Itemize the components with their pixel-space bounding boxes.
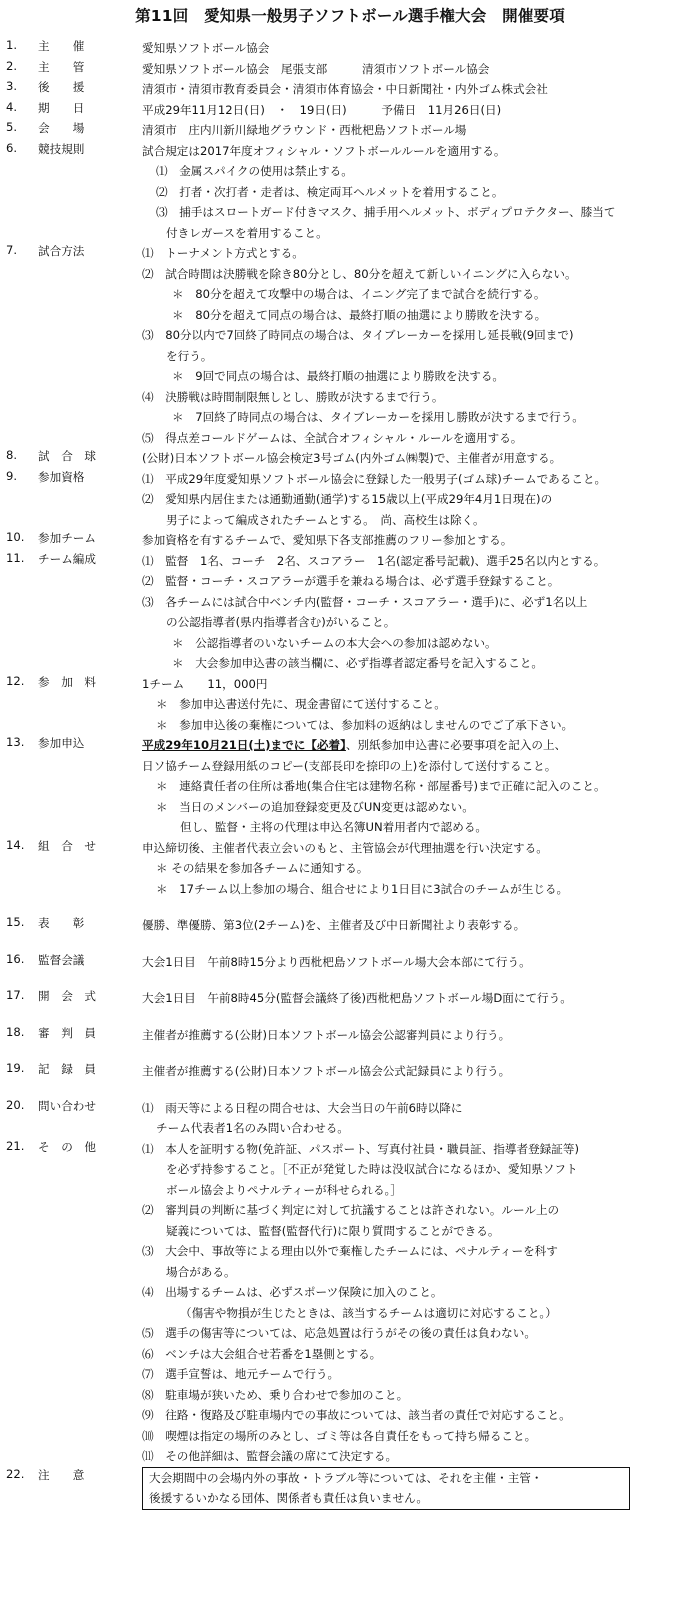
section-label: 主 催: [38, 39, 85, 53]
section-content: [142, 243, 690, 448]
section-label: チーム編成: [38, 551, 96, 566]
content-line: ＊ 参加申込後の棄権については、参加料の返納はしませんのでご了承下さい。: [156, 717, 574, 732]
content-line: を必ず持参すること。［不正が発覚した時は没収試合になるほか、愛知県ソフト: [166, 1162, 578, 1176]
content-line: ＊ 80分を超えて同点の場合は、最終打順の抽選により勝敗を決する。: [172, 307, 547, 322]
section-label: 参加資格: [38, 469, 85, 484]
section-1: [0, 38, 700, 59]
section-20: [0, 1098, 700, 1139]
content-line: ⑴ 金属スパイクの使用は禁止する。: [156, 164, 353, 178]
section-number: 10.: [6, 530, 25, 544]
content-line: 但し、監督・主将の代理は申込名簿UN着用者内で認める。: [180, 820, 488, 834]
content-line: 清須市 庄内川新川緑地グラウンド・西枇杷島ソフトボール場: [142, 123, 467, 137]
section-content: [142, 141, 690, 244]
section-8: [0, 448, 700, 469]
content-line: チーム代表者1名のみ問い合わせる。: [156, 1121, 349, 1135]
section-label: 期 日: [38, 100, 85, 115]
content-line: 大会1日目 午前8時15分より西枇杷島ソフトボール場大会本部にて行う。: [142, 954, 531, 969]
content-line: 主催者が推薦する(公財)日本ソフトボール協会公認審判員により行う。: [142, 1027, 511, 1042]
section-16: [0, 952, 700, 973]
content-line: ⑾ その他詳細は、監督会議の席にて決定する。: [142, 1449, 398, 1463]
section-5: [0, 120, 700, 141]
content-line: 平成29年11月12日(日) ・ 19日(日) 予備日 11月26日(日): [142, 102, 502, 117]
section-number: 17.: [6, 988, 25, 1002]
content-line: 大会1日目 午前8時45分(監督会議終了後)西枇杷島ソフトボール場D面にて行う。: [142, 991, 572, 1005]
section-number: 18.: [6, 1024, 25, 1039]
section-label: 組 合 せ: [38, 838, 96, 853]
section-label: 開 会 式: [38, 989, 96, 1003]
content-line: 場合がある。: [166, 1264, 236, 1279]
section-content: [142, 38, 690, 59]
line-text: 、別紙参加申込書に必要事項を記入の上、: [345, 738, 567, 752]
content-line: ⑺ 選手宣誓は、地元チームで行う。: [142, 1367, 340, 1381]
content-line: [142, 735, 690, 756]
content-line: 男子によって編成されたチームとする。 尚、高校生は除く。: [166, 512, 485, 527]
content-line: 疑義については、監督(監督代行)に限り質問することができる。: [166, 1223, 500, 1238]
section-18: [0, 1025, 700, 1046]
section-content: [142, 674, 690, 736]
content-line: ⑽ 喫煙は指定の場所のみとし、ゴミ等は各自責任をもって持ち帰ること。: [142, 1428, 537, 1443]
content-line: ＊ 連絡責任者の住所は番地(集合住宅は建物名称・部屋番号)まで正確に記入のこと。: [156, 779, 606, 793]
content-line: ⑹ ベンチは大会組合せ若番を1塁側とする。: [142, 1346, 382, 1361]
section-3: [0, 79, 700, 100]
section-number: 9.: [6, 468, 18, 483]
section-number: 4.: [6, 99, 18, 114]
section-label: 主 管: [38, 59, 85, 74]
section-content: [142, 952, 690, 973]
section-number: 13.: [6, 735, 25, 749]
section-15: [0, 915, 700, 936]
content-line: ⑶ 捕手はスロートガード付きマスク、捕手用ヘルメット、ボディプロテクター、膝当て: [156, 205, 616, 219]
content-line: 日ソ協チーム登録用紙のコピー(支部長印を捺印の上)を添付して送付すること。: [142, 758, 557, 773]
section-content: [142, 915, 690, 936]
section-content: [142, 469, 690, 531]
section-12: [0, 674, 700, 736]
section-content: [142, 838, 690, 900]
content-line: ⑴ 本人を証明する物(免許証、パスポート、写真付社員・職員証、指導者登録証等): [142, 1141, 579, 1156]
section-label: 参加申込: [38, 736, 85, 750]
content-line: ⑴ 監督 1名、コーチ 2名、スコアラー 1名(認定番号記載)、選手25名以内とする。: [142, 553, 606, 568]
content-line: ⑷ 出場するチームは、必ずスポーツ保険に加入のこと。: [142, 1285, 443, 1299]
section-label: 注 意: [38, 1467, 85, 1482]
section-label: 表 彰: [38, 916, 85, 930]
section-number: 8.: [6, 448, 18, 462]
section-21: [0, 1139, 700, 1467]
notice-box: [142, 1467, 630, 1510]
content-line: 優勝、準優勝、第3位(2チーム)を、主催者及び中日新聞社より表彰する。: [142, 918, 526, 932]
section-label: 競技規則: [38, 141, 85, 156]
content-line: を行う。: [166, 348, 213, 363]
content-line: ＊ 9回で同点の場合は、最終打順の抽選により勝敗を決する。: [172, 369, 505, 383]
section-17: [0, 988, 700, 1009]
section-content: [142, 988, 690, 1009]
content-line: ⑶ 80分以内で7回終了時同点の場合は、タイブレーカーを採用し延長戦(9回まで): [142, 328, 574, 342]
section-content: [142, 100, 690, 121]
document-title: 第11回 愛知県一般男子ソフトボール選手権大会 開催要項: [135, 7, 565, 25]
content-line: 後援するいかなる団体、関係者も責任は負いません。: [149, 1491, 428, 1505]
content-line: ⑵ 打者・次打者・走者は、検定両耳ヘルメットを着用すること。: [156, 184, 504, 199]
section-number: 6.: [6, 140, 18, 155]
section-14: [0, 838, 700, 900]
section-19: [0, 1061, 700, 1082]
section-number: 20.: [6, 1097, 25, 1112]
section-10: [0, 530, 700, 551]
deadline-emphasis: 平成29年10月21日(土)までに【必着】: [142, 738, 346, 752]
content-line: ＊ その結果を参加各チームに通知する。: [156, 861, 369, 875]
section-content: [142, 735, 690, 838]
section-22: [0, 1467, 700, 1510]
section-6: [0, 141, 700, 244]
section-content: [142, 1025, 690, 1046]
content-line: ⑴ 平成29年度愛知県ソフトボール協会に登録した一般男子(ゴム球)チームであること。: [142, 471, 607, 486]
content-line: ＊ 17チーム以上参加の場合、組合せにより1日目に3試合のチームが生じる。: [156, 881, 569, 896]
content-line: ＊ 80分を超えて攻撃中の場合は、イニング完了まで試合を続行する。: [172, 287, 546, 301]
section-number: 11.: [6, 550, 25, 565]
section-number: 22.: [6, 1466, 25, 1481]
section-content: [142, 1139, 690, 1467]
content-line: ボール協会よりペナルティーが科せられる。］: [166, 1182, 402, 1197]
content-line: ⑵ 愛知県内居住または通勤通勤(通学)する15歳以上(平成29年4月1日現在)の: [142, 492, 553, 506]
section-content: [142, 530, 690, 551]
section-content: [142, 120, 690, 141]
section-label: そ の 他: [38, 1139, 96, 1154]
section-9: [0, 469, 700, 531]
content-line: ⑵ 審判員の判断に基づく判定に対して抗議することは許されない。ルール上の: [142, 1203, 560, 1217]
section-content: [142, 448, 690, 469]
section-content: [142, 1061, 690, 1082]
content-line: ⑻ 駐車場が狭いため、乗り合わせで参加のこと。: [142, 1387, 409, 1402]
section-number: 3.: [6, 79, 18, 93]
section-label: 問い合わせ: [38, 1098, 96, 1113]
section-number: 15.: [6, 915, 25, 929]
content-line: ⑸ 得点差コールドゲームは、全試合オフィシャル・ルールを適用する。: [142, 430, 523, 445]
content-line: 参加資格を有するチームで、愛知県下各支部推薦のフリー参加とする。: [142, 533, 513, 547]
section-number: 5.: [6, 120, 18, 134]
content-line: ＊ 当日のメンバーの追加登録変更及びUN変更は認めない。: [156, 799, 474, 814]
section-number: 21.: [6, 1138, 25, 1153]
section-11: [0, 551, 700, 674]
content-line: の公認指導者(県内指導者含む)がいること。: [166, 615, 396, 629]
content-line: (公財)日本ソフトボール協会検定3号ゴム(内外ゴム㈱製)で、主催者が用意する。: [142, 451, 562, 465]
section-number: 19.: [6, 1061, 25, 1075]
content-line: 申込締切後、主催者代表立会いのもと、主管協会が代理抽選を行い決定する。: [142, 840, 548, 855]
content-line: ⑴ トーナメント方式とする。: [142, 246, 304, 260]
content-line: ⑴ 雨天等による日程の問合せは、大会当日の午前6時以降に: [142, 1100, 463, 1115]
section-label: 試 合 球: [38, 449, 96, 463]
section-label: 後 援: [38, 80, 85, 94]
section-4: [0, 100, 700, 121]
section-content: [142, 59, 690, 80]
content-line: ⑼ 往路・復路及び駐車場内での事故については、該当者の責任で対応すること。: [142, 1408, 571, 1422]
content-line: 試合規定は2017年度オフィシャル・ソフトボールルールを適用する。: [142, 143, 506, 158]
content-line: ＊ 大会参加申込書の該当欄に、必ず指導者認定番号を記入すること。: [172, 656, 544, 670]
content-line: ⑵ 監督・コーチ・スコアラーが選手を兼ねる場合は、必ず選手登録すること。: [142, 574, 560, 588]
section-number: 1.: [6, 38, 18, 52]
section-7: [0, 243, 700, 448]
content-line: ＊ 参加申込書送付先に、現金書留にて送付すること。: [156, 697, 446, 711]
content-line: （傷害や物損が生じたときは、該当するチームは適切に対応すること。）: [180, 1305, 557, 1320]
section-label: 記 録 員: [38, 1062, 96, 1076]
content-line: ＊ 公認指導者のいないチームの本大会への参加は認めない。: [172, 635, 497, 650]
section-number: 14.: [6, 837, 25, 852]
section-number: 12.: [6, 673, 25, 688]
section-label: 参 加 料: [38, 674, 96, 689]
content-line: ⑶ 大会中、事故等による理由以外で棄権したチームには、ペナルティーを科す: [142, 1244, 558, 1258]
section-label: 監督会議: [38, 952, 85, 967]
content-line: 大会期間中の会場内外の事故・トラブル等については、それを主催・主管・: [149, 1470, 543, 1485]
section-number: 16.: [6, 951, 25, 966]
section-label: 会 場: [38, 121, 85, 135]
content-line: ⑷ 決勝戦は時間制限無しとし、勝敗が決するまで行う。: [142, 389, 444, 404]
content-line: 主催者が推薦する(公財)日本ソフトボール協会公式記録員により行う。: [142, 1064, 511, 1078]
section-content: [142, 1098, 690, 1139]
section-2: [0, 59, 700, 80]
section-content: [142, 551, 690, 674]
content-line: 1チーム 11，000円: [142, 676, 268, 691]
content-line: 清須市・清須市教育委員会・清須市体育協会・中日新聞社・内外ゴム株式会社: [142, 82, 548, 96]
sections-list: [0, 38, 700, 1510]
content-line: ⑸ 選手の傷害等については、応急処置は行うがその後の責任は負わない。: [142, 1326, 536, 1340]
content-line: ＊ 7回終了時同点の場合は、タイブレーカーを採用し勝敗が決するまで行う。: [172, 410, 584, 424]
content-line: ⑵ 試合時間は決勝戦を除き80分とし、80分を超えて新しいイニングに入らない。: [142, 266, 577, 281]
section-13: [0, 735, 700, 838]
content-line: ⑶ 各チームには試合中ベンチ内(監督・コーチ・スコアラー・選手)に、必ず1名以上: [142, 594, 588, 609]
section-content: [142, 79, 690, 100]
section-number: 7.: [6, 243, 18, 257]
content-line: 愛知県ソフトボール協会: [142, 41, 270, 55]
section-label: 審 判 員: [38, 1025, 96, 1040]
content-line: 愛知県ソフトボール協会 尾張支部 清須市ソフトボール協会: [142, 61, 490, 76]
section-number: 2.: [6, 58, 18, 73]
section-label: 参加チーム: [38, 531, 96, 545]
content-line: 付きレガースを着用すること。: [166, 225, 328, 240]
section-label: 試合方法: [38, 244, 85, 258]
